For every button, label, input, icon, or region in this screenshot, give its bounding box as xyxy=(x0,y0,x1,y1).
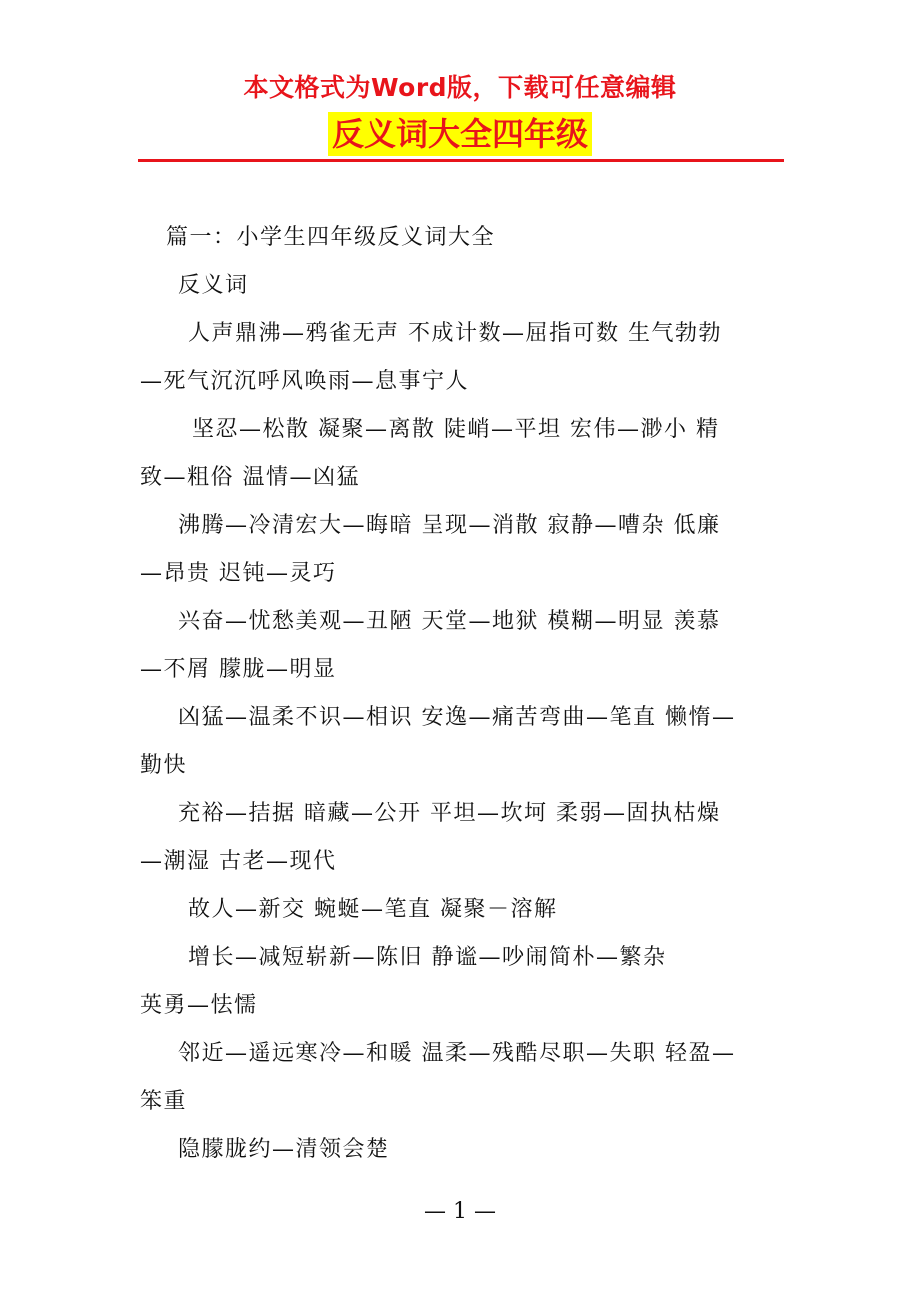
page-number: — 1 — xyxy=(424,1199,496,1224)
paragraph-line: 致—粗俗 温情—凶猛 xyxy=(140,465,360,490)
section-heading: 篇一：小学生四年级反义词大全 xyxy=(166,225,496,250)
paragraph-line: —不屑 朦胧—明显 xyxy=(140,657,337,682)
document-banner: 本文格式为Word版，下载可任意编辑 xyxy=(243,73,677,102)
paragraph-line: 兴奋—忧愁美观—丑陋 天堂—地狱 模糊—明显 羡慕 xyxy=(178,609,721,634)
title-container xyxy=(0,112,920,156)
document-title: 反义词大全四年级 xyxy=(328,112,592,156)
paragraph-line: 沸腾—冷清宏大—晦暗 呈现—消散 寂静—嘈杂 低廉 xyxy=(178,513,721,538)
paragraph-line: 人声鼎沸—鸦雀无声 不成计数—屈指可数 生气勃勃 xyxy=(188,321,722,346)
paragraph-line: 凶猛—温柔不识—相识 安逸—痛苦弯曲—笔直 懒惰— xyxy=(178,705,736,730)
paragraph-line: 勤快 xyxy=(140,753,188,778)
paragraph-line: —昂贵 迟钝—灵巧 xyxy=(140,561,337,586)
paragraph-line: 英勇—怯懦 xyxy=(140,993,258,1018)
subheading: 反义词 xyxy=(178,273,249,298)
paragraph-line: 充裕—拮据 暗藏—公开 平坦—坎坷 柔弱—固执枯燥 xyxy=(178,801,721,826)
paragraph-line: 坚忍—松散 凝聚—离散 陡峭—平坦 宏伟—渺小 精 xyxy=(192,417,720,442)
paragraph-line: 邻近—遥远寒冷—和暖 温柔—残酷尽职—失职 轻盈— xyxy=(178,1041,736,1066)
paragraph-line: 故人—新交 蜿蜒—笔直 凝聚－溶解 xyxy=(188,897,558,922)
header-divider xyxy=(138,159,784,162)
paragraph-line: 隐朦胧约—清领会楚 xyxy=(178,1137,390,1162)
paragraph-line: 增长—减短崭新—陈旧 静谧—吵闹简朴—繁杂 xyxy=(188,945,667,970)
paragraph-line: 笨重 xyxy=(140,1089,188,1114)
paragraph-line: —死气沉沉呼风唤雨—息事宁人 xyxy=(140,369,470,394)
document-body xyxy=(140,214,785,1174)
paragraph-line: —潮湿 古老—现代 xyxy=(140,849,337,874)
